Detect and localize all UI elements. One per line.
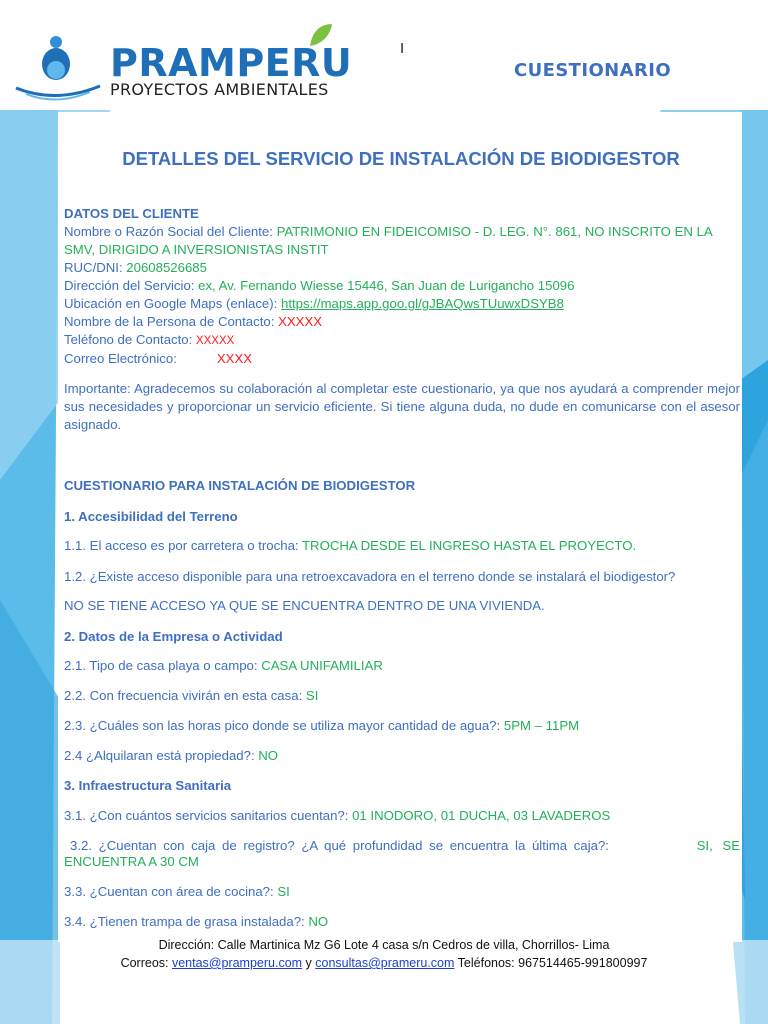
question-1-1-label: 1.1. El acceso es por carretera o trocha: — [64, 538, 302, 553]
contact-row — [64, 313, 740, 331]
client-section-heading: DATOS DEL CLIENTE — [64, 206, 199, 221]
importante-note: Importante: Agradecemos su colaboración al completar este cuestionario, ya que nos ayudará a comprender mejor sus necesidades y proporcionar un servicio eficiente. Si tiene alguna duda, no dude en comunicarse con el asesor asignado. — [64, 381, 740, 432]
phone-value: XXXXX — [195, 335, 235, 347]
client-name-label: Nombre o Razón Social del Cliente: — [64, 224, 277, 239]
section-2-heading: 2. Datos de la Empresa o Actividad — [64, 629, 283, 644]
question-2-4-answer: NO — [258, 748, 279, 763]
ruc-row — [64, 259, 740, 277]
question-3-2-line — [64, 838, 740, 854]
question-1-2-label: 1.2. ¿Existe acceso disponible para una retroexcavadora en el terreno donde se instalará el biodigestor? — [64, 569, 676, 584]
question-2-2-answer: SI — [305, 688, 319, 703]
question-1-2-answer: NO SE TIENE ACCESO YA QUE SE ENCUENTRA DENTRO DE UNA VIVIENDA. — [64, 598, 545, 613]
question-3-2-label: 3.2. ¿Cuentan con caja de registro? ¿A qué profundidad se encuentra la última caja?: — [70, 838, 609, 853]
email-value: XXXX — [216, 351, 253, 366]
footer-email-consultas-link[interactable]: consultas@prameru.com — [315, 956, 455, 970]
question-3-2-answer-start: SI, SE — [696, 838, 740, 853]
brand-subtitle: PROYECTOS AMBIENTALES — [110, 80, 329, 99]
section-1-heading: 1. Accesibilidad del Terreno — [64, 509, 238, 524]
question-2-2-label: 2.2. Con frecuencia vivirán en esta casa: — [64, 688, 306, 703]
question-1-1 — [64, 538, 740, 554]
maps-row — [64, 295, 740, 313]
page-title: DETALLES DEL SERVICIO DE INSTALACIÓN DE BIODIGESTOR — [122, 148, 680, 169]
footer-contacts — [0, 956, 768, 970]
ruc-label: RUC/DNI: — [64, 260, 127, 275]
question-2-4 — [64, 748, 740, 764]
question-3-3 — [64, 884, 740, 900]
footer-and-text: y — [302, 956, 316, 970]
address-label: Dirección del Servicio: — [64, 278, 199, 293]
question-3-3-answer: SI — [277, 884, 290, 899]
maps-label: Ubicación en Google Maps (enlace): — [64, 296, 281, 311]
question-2-2 — [64, 688, 740, 704]
footer-phones: Teléfonos: 967514465-991800997 — [454, 956, 648, 970]
contact-label: Nombre de la Persona de Contacto: — [64, 314, 279, 329]
question-3-1-answer: 01 INODORO, 01 DUCHA, 03 LAVADEROS — [352, 808, 611, 823]
company-logo — [12, 22, 353, 102]
question-3-4-answer: NO — [308, 914, 329, 929]
section-3-heading: 3. Infraestructura Sanitaria — [64, 778, 232, 793]
question-2-3 — [64, 718, 740, 734]
questionnaire-heading: CUESTIONARIO PARA INSTALACIÓN DE BIODIGESTOR — [64, 478, 416, 493]
question-1-1-answer: TROCHA DESDE EL INGRESO HASTA EL PROYECTO. — [302, 538, 637, 553]
question-2-4-label: 2.4 ¿Alquilaran está propiedad?: — [64, 748, 259, 763]
phone-label: Teléfono de Contacto: — [64, 332, 196, 347]
question-3-4-label: 3.4. ¿Tienen trampa de grasa instalada?: — [64, 914, 309, 929]
question-3-1-label: 3.1. ¿Con cuántos servicios sanitarios cuentan?: — [64, 808, 353, 823]
question-3-1 — [64, 808, 740, 824]
question-3-4 — [64, 914, 740, 930]
footer-email-sales-link[interactable]: ventas@pramperu.com — [171, 956, 303, 970]
contact-value: XXXXX — [278, 314, 323, 329]
document-type-heading: CUESTIONARIO — [514, 60, 672, 81]
text-cursor-mark: I — [400, 40, 405, 57]
water-drop-logo-icon — [12, 22, 112, 102]
question-2-1-label: 2.1. Tipo de casa playa o campo: — [64, 658, 262, 673]
phone-row — [64, 331, 740, 350]
maps-link[interactable]: https://maps.app.goo.gl/gJBAQwsTUuwxDSYB8 — [280, 296, 564, 311]
footer-address: Dirección: Calle Martinica Mz G6 Lote 4 casa s/n Cedros de villa, Chorrillos- Lima — [158, 938, 610, 952]
client-data-section — [64, 205, 740, 434]
email-label: Correo Electrónico: — [64, 351, 177, 366]
client-name-value: PATRIMONIO EN FIDEICOMISO - D. LEG. N°. 861, NO INSCRITO EN LA SMV, DIRIGIDO A INVERSIONISTAS INSTIT — [64, 224, 712, 257]
question-2-1 — [64, 658, 740, 674]
address-value: ex, Av. Fernando Wiesse 15446, San Juan de Lurigancho 15096 — [198, 278, 575, 293]
ruc-value: 20608526685 — [126, 260, 207, 275]
question-2-3-answer: 5PM – 11PM — [503, 718, 580, 733]
question-3-3-label: 3.3. ¿Cuentan con área de cocina?: — [64, 884, 278, 899]
question-3-2 — [64, 838, 740, 870]
question-2-1-answer: CASA UNIFAMILIAR — [261, 658, 383, 673]
client-name-row — [64, 223, 740, 259]
question-3-2-answer-end: ENCUENTRA A 30 CM — [64, 854, 199, 869]
question-2-3-label: 2.3. ¿Cuáles son las horas pico donde se utiliza mayor cantidad de agua?: — [64, 718, 504, 733]
email-row — [64, 350, 740, 368]
footer-emails-label: Correos: — [120, 956, 172, 970]
brand-name: PRAMPERU — [110, 41, 353, 85]
address-row — [64, 277, 740, 295]
